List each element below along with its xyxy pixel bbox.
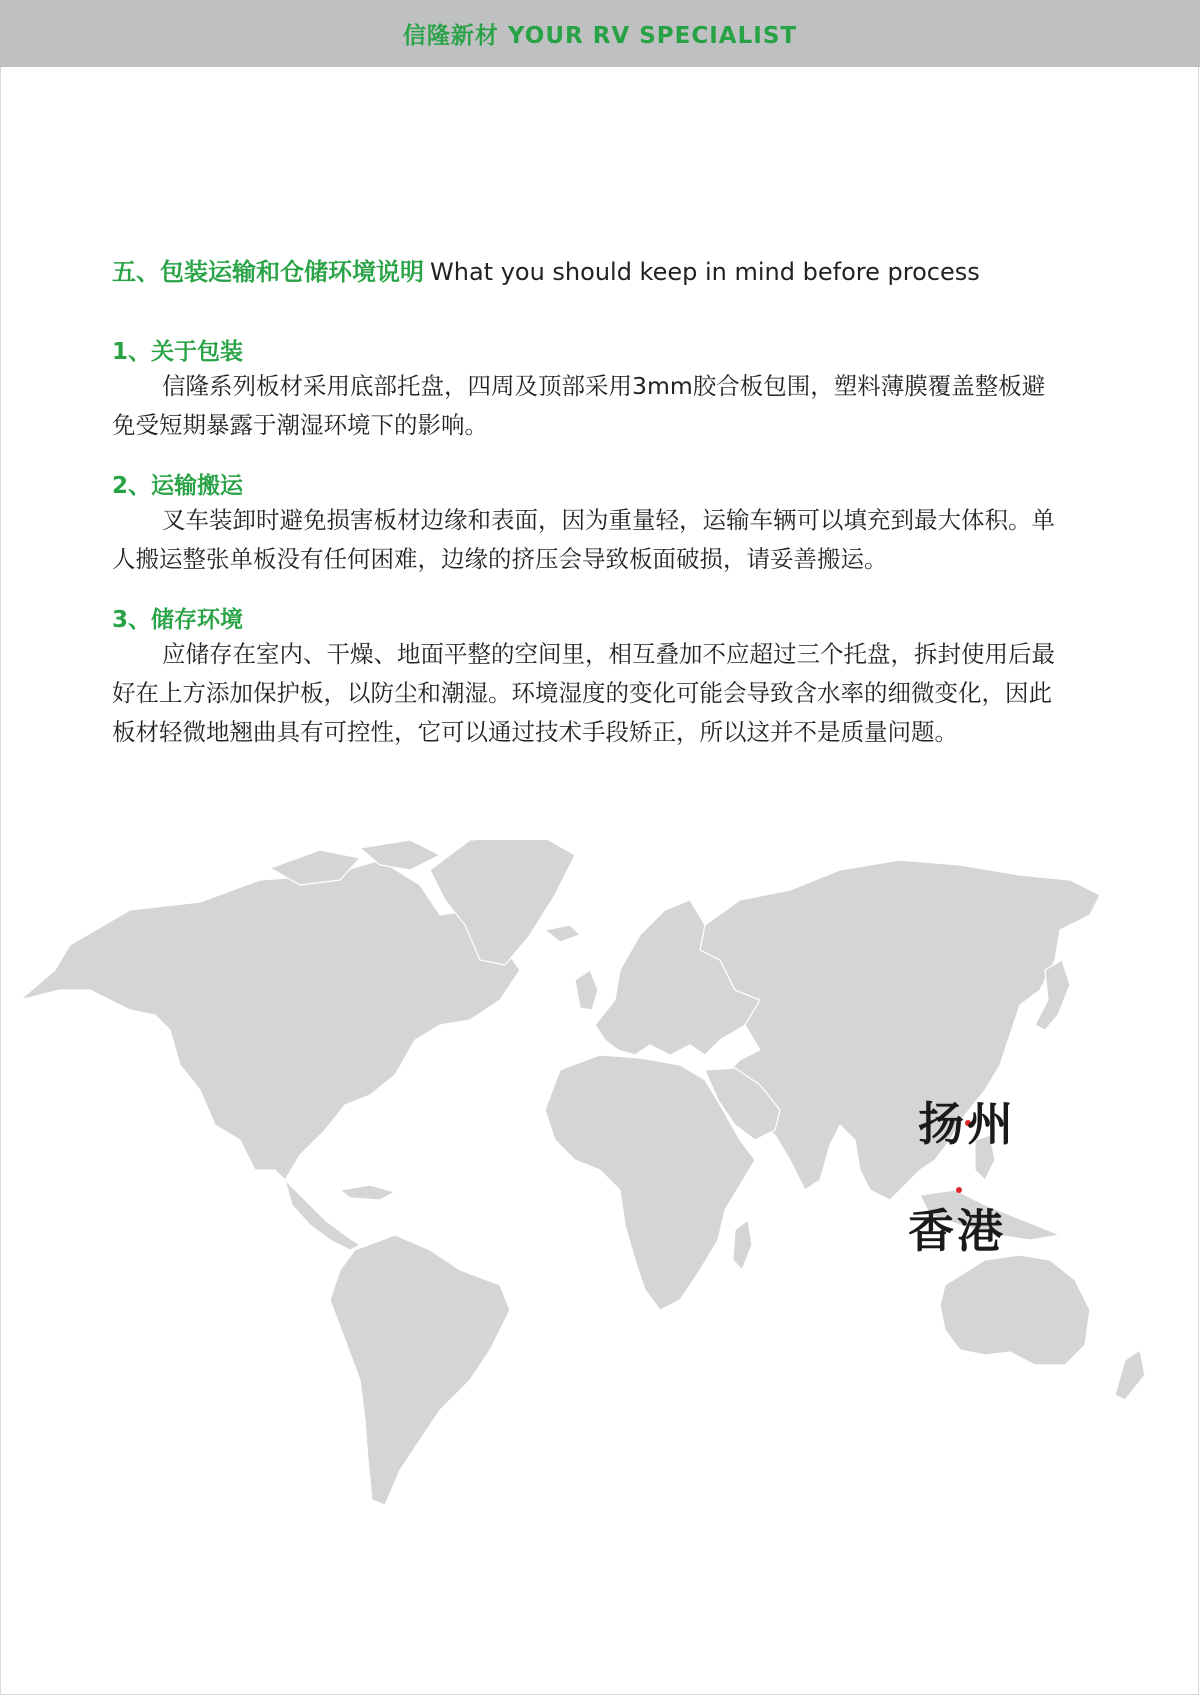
map-label-yangzhou: 扬州 [918, 1097, 1016, 1151]
map-label-hongkong: 香港 [908, 1204, 1006, 1258]
world-map [0, 840, 1200, 1530]
item-body-transport: 叉车装卸时避免损害板材边缘和表面，因为重量轻，运输车辆可以填充到最大体积。单人搬运整张单板没有任何困难，边缘的挤压会导致板面破损，请妥善搬运。 [112, 506, 1055, 573]
asia-shape [700, 860, 1100, 1200]
australia-shape [940, 1255, 1090, 1365]
header-title: 信隆新材 YOUR RV SPECIALIST [402, 23, 798, 49]
madagascar-shape [733, 1220, 752, 1270]
item-heading-packaging: 1、关于包装 [112, 339, 244, 365]
new-zealand-shape [1115, 1350, 1145, 1400]
section-title [112, 252, 980, 287]
item-body-packaging: 信隆系列板材采用底部托盘，四周及顶部采用3mm胶合板包围，塑料薄膜覆盖整板避免受短期暴露于潮湿环境下的影响。 [112, 372, 1046, 439]
south-america-shape [330, 1235, 510, 1505]
hongkong-marker [956, 1187, 962, 1193]
section-title-en: What you should keep in mind before process [430, 258, 980, 286]
caribbean-shape [340, 1185, 395, 1200]
section-title-cn: 五、包装运输和仓储环境说明 [112, 258, 424, 286]
item-heading-storage: 3、储存环境 [112, 607, 244, 633]
uk-shape [575, 970, 598, 1010]
item-heading-transport: 2、运输搬运 [112, 473, 244, 499]
iceland-shape [545, 925, 580, 942]
item-body-storage: 应储存在室内、干燥、地面平整的空间里，相互叠加不应超过三个托盘，拆封使用后最好在上方添加保护板，以防尘和潮湿。环境湿度的变化可能会导致含水率的细微变化，因此板材轻微地翘曲具有可控性，它可以通过技术手段矫正，所以这并不是质量问题。 [112, 640, 1055, 746]
north-america-shape [20, 860, 520, 1180]
header-band [0, 0, 1200, 67]
